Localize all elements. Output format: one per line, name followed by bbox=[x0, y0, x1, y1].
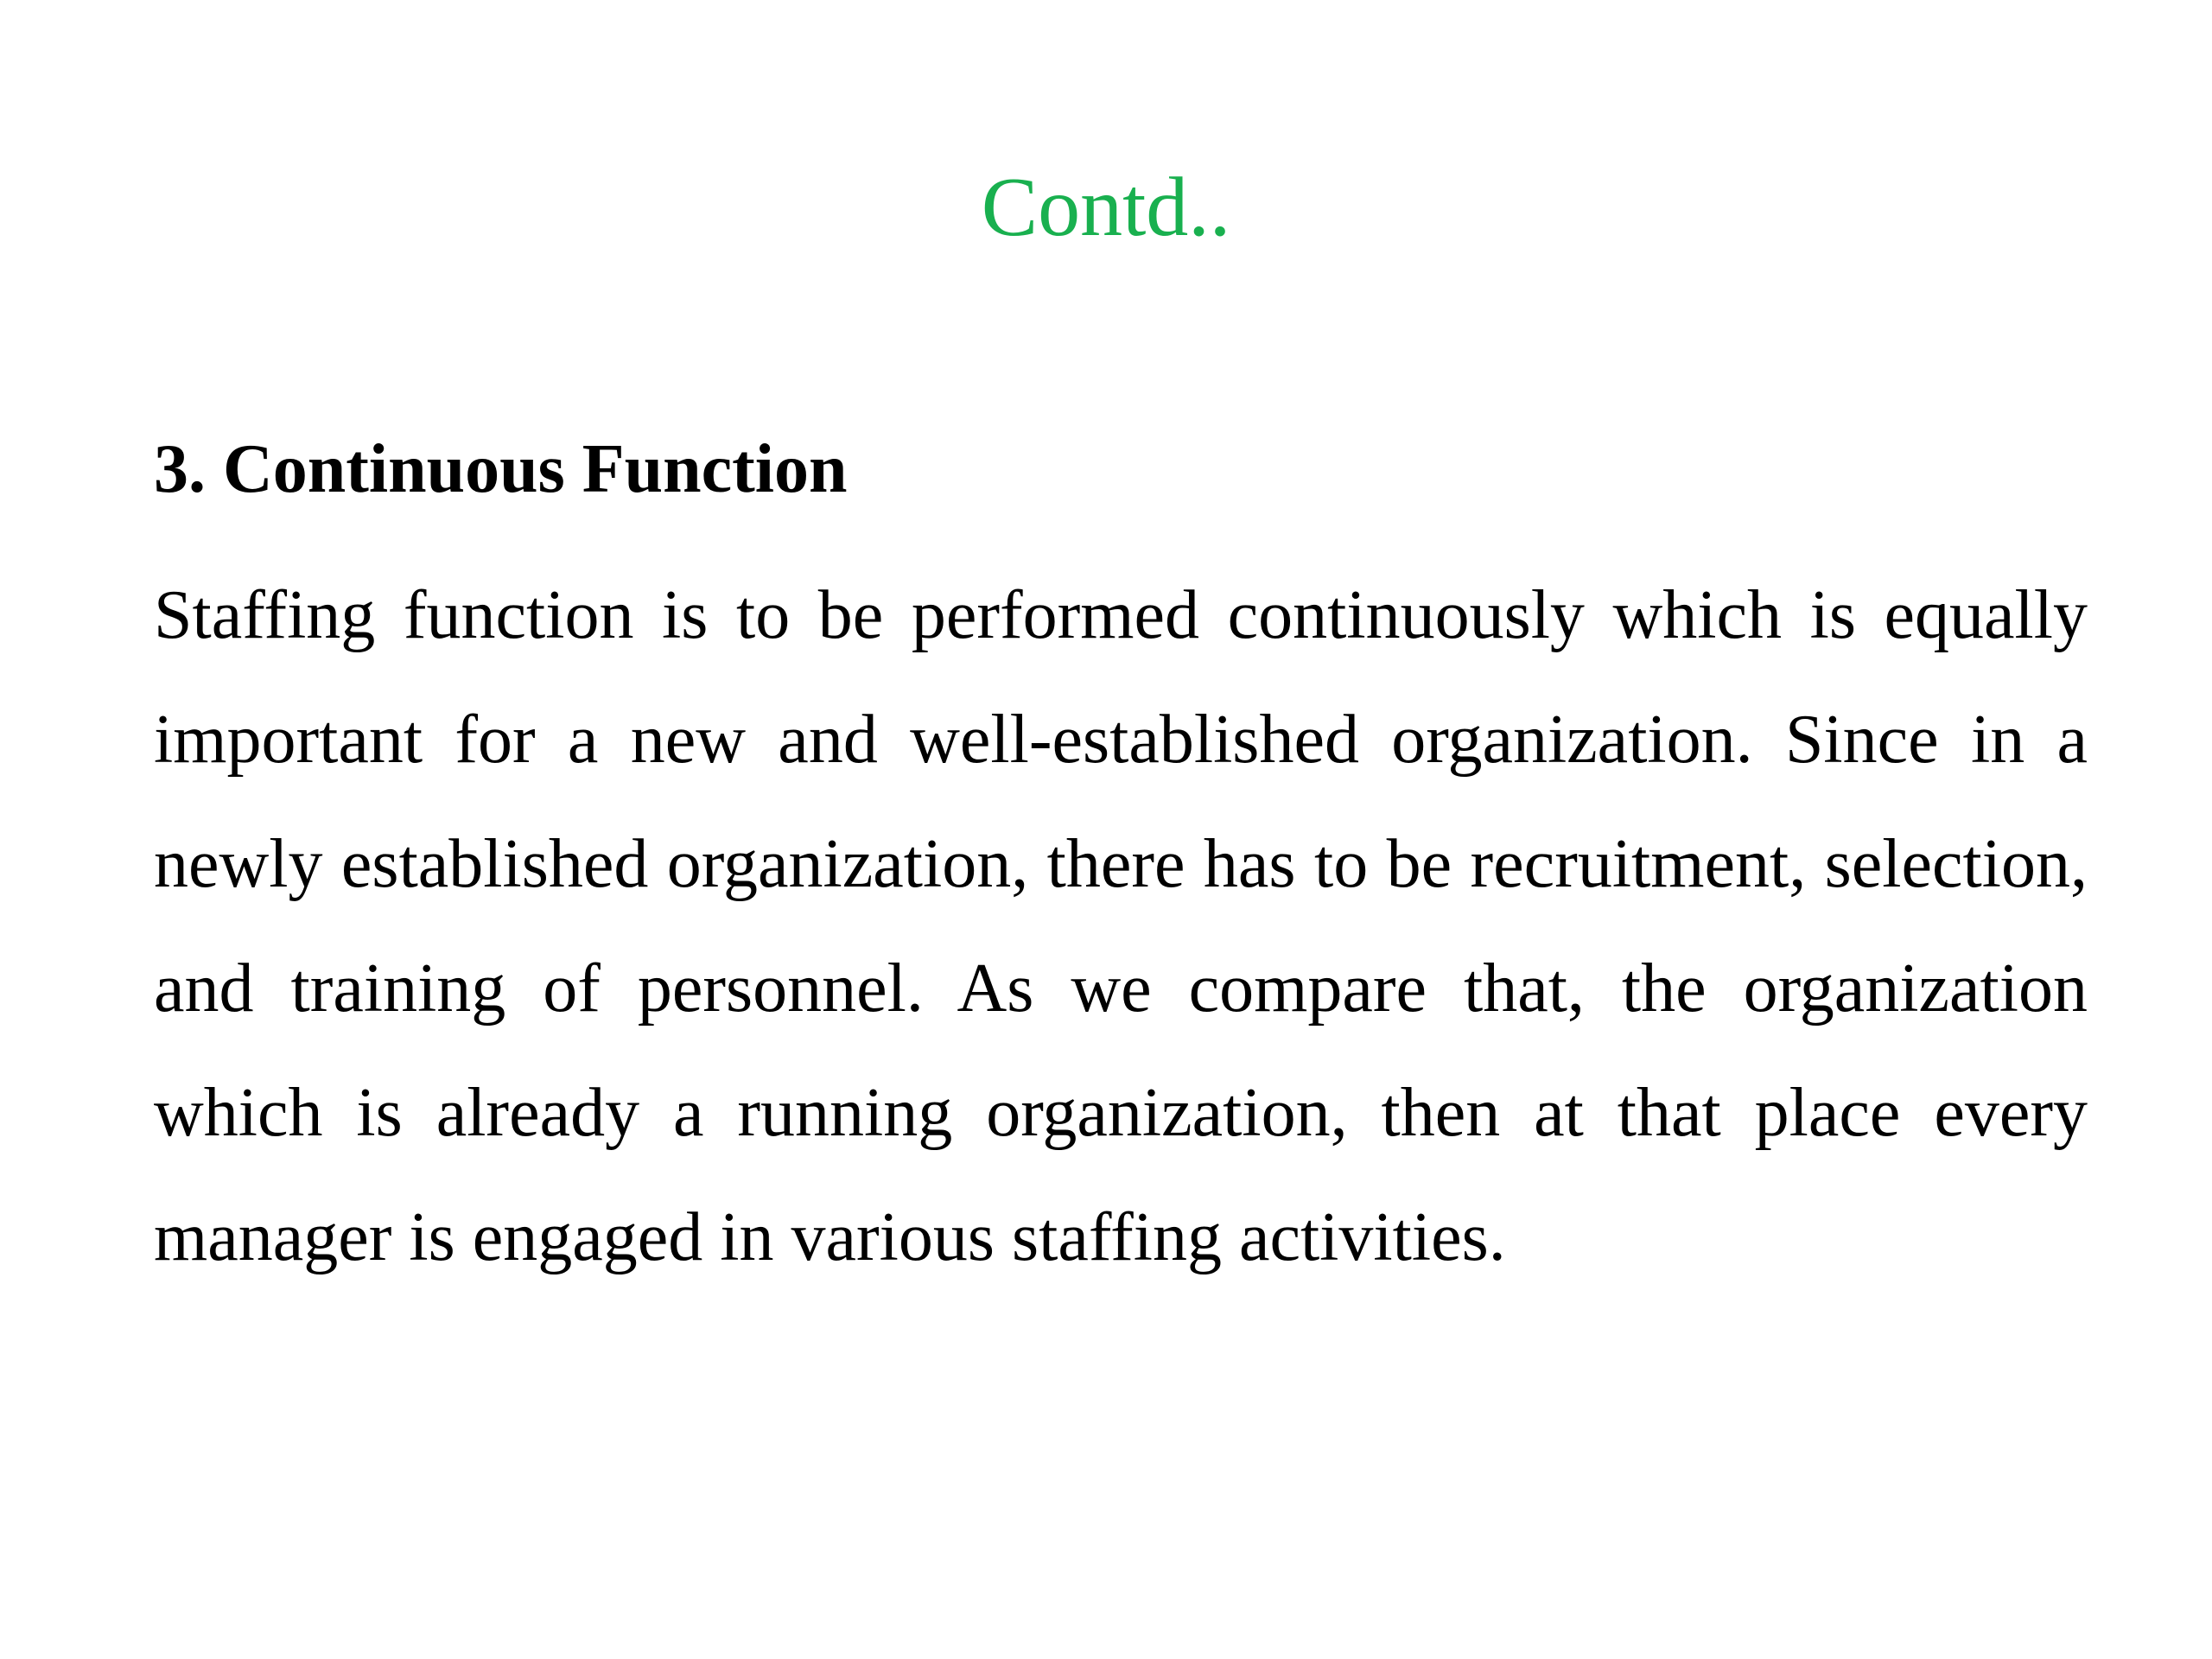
body-paragraph: Staffing function is to be performed continuously which is equally important for a new and well-established organization. Since in a newly established organization, there has to be recruitment, selection, and training of personnel. As we compare that, the organization which is already a running organization, then at that place every manager is engaged in various staffing activities. bbox=[154, 577, 2088, 1275]
section-heading: 3. Continuous Function bbox=[154, 431, 848, 507]
slide-title: Contd.. bbox=[981, 161, 1231, 254]
slide-content bbox=[154, 422, 2088, 1300]
